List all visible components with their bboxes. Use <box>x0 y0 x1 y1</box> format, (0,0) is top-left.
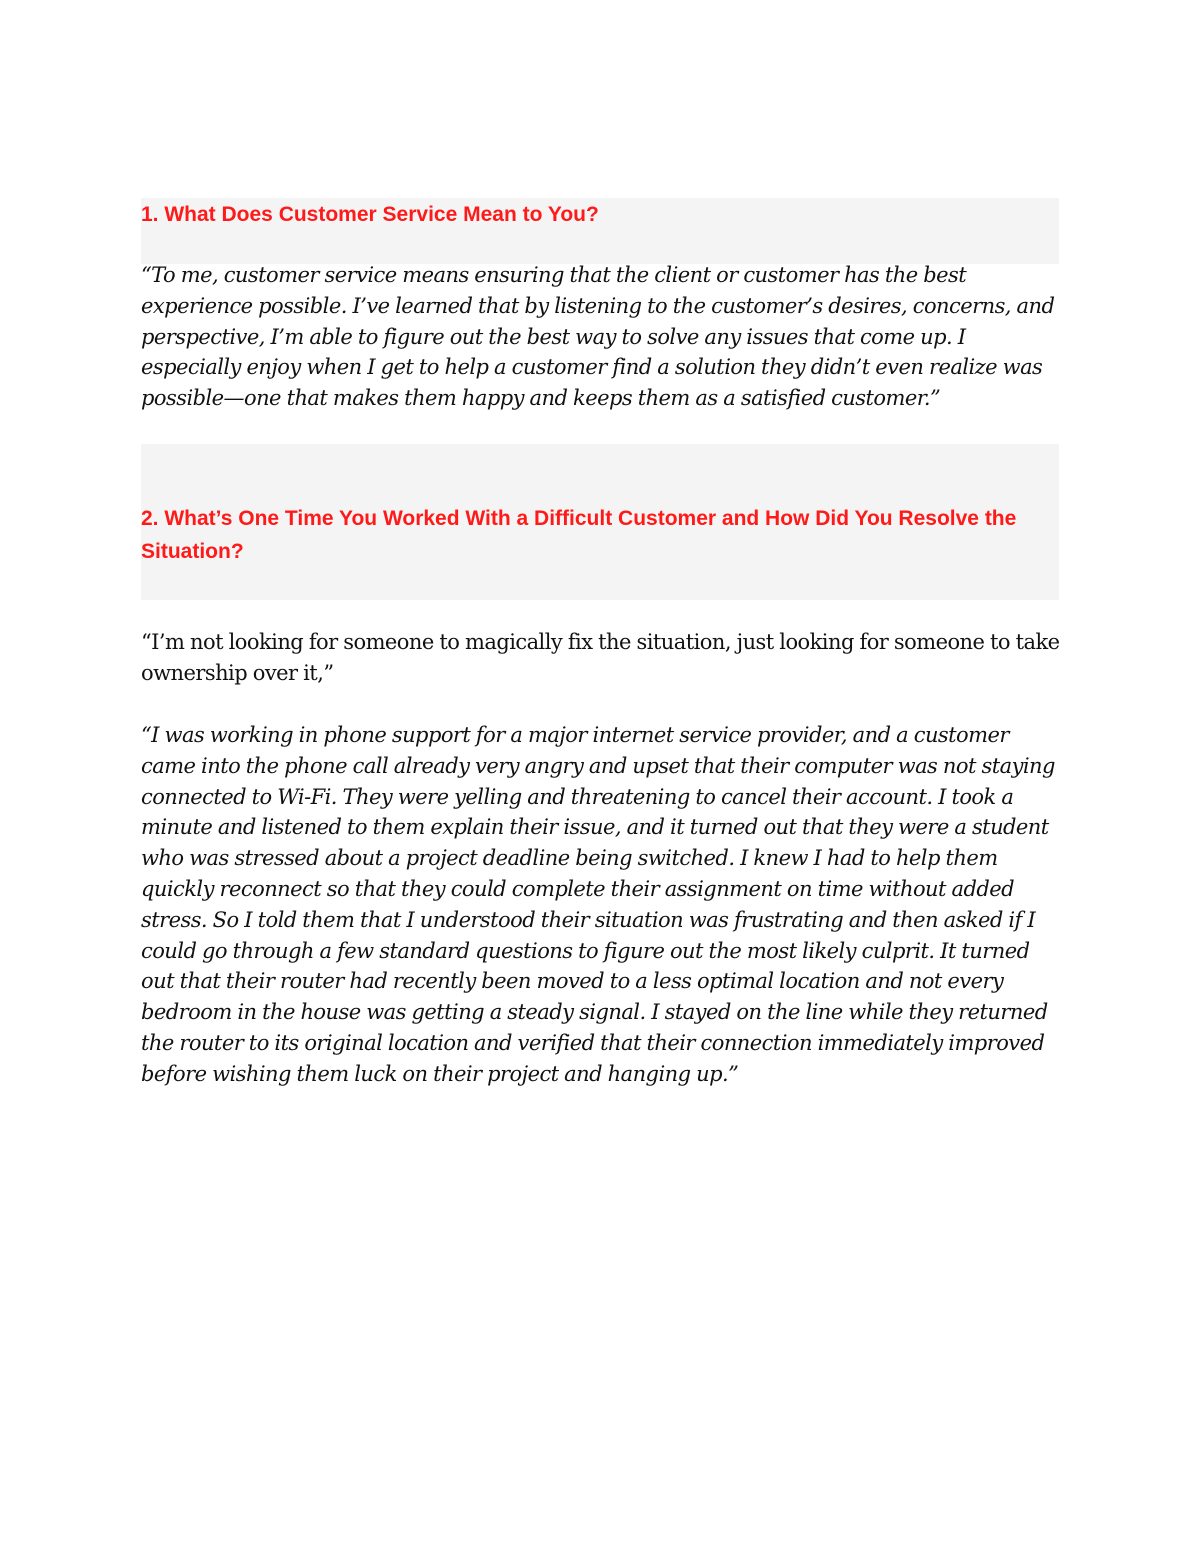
answer-paragraph-1: “To me, customer service means ensuring that the client or customer has the best experience possible. I’ve learned that by listening to the customer’s desires, concerns, and perspective, I’m able to figure out the best way to solve any issues that come up. I especially enjoy when I get to help a customer find a solution they didn’t even realize was possible—one that makes them happy and keeps them as a satisfied customer.” <box>141 263 1055 411</box>
answer-paragraph-2: “I was working in phone support for a major internet service provider, and a customer came into the phone call already very angry and upset that their computer was not staying connected to Wi-Fi. They were yelling and threatening to cancel their account. I took a minute and listened to them explain their issue, and it turned out that they were a student who was stressed about a project deadline being switched. I knew I had to help them quickly reconnect so that they could complete their assignment on time without added stress. So I told them that I understood their situation was frustrating and then asked if I could go through a few standard questions to figure out the most likely culprit. It turned out that their router had recently been moved to a less optimal location and not every bedroom in the house was getting a steady signal. I stayed on the line while they returned the router to its original location and verified that their connection immediately improved before wishing them luck on their project and hanging up.” <box>141 723 1055 1086</box>
question-heading-1: 1. What Does Customer Service Mean to You? <box>141 203 599 226</box>
question-heading-2: 2. What’s One Time You Worked With a Difficult Customer and How Did You Resolve the Situation? <box>141 507 1017 563</box>
customer-quote: “I’m not looking for someone to magically fix the situation, just looking for someone to take ownership over it,” <box>141 630 1060 685</box>
